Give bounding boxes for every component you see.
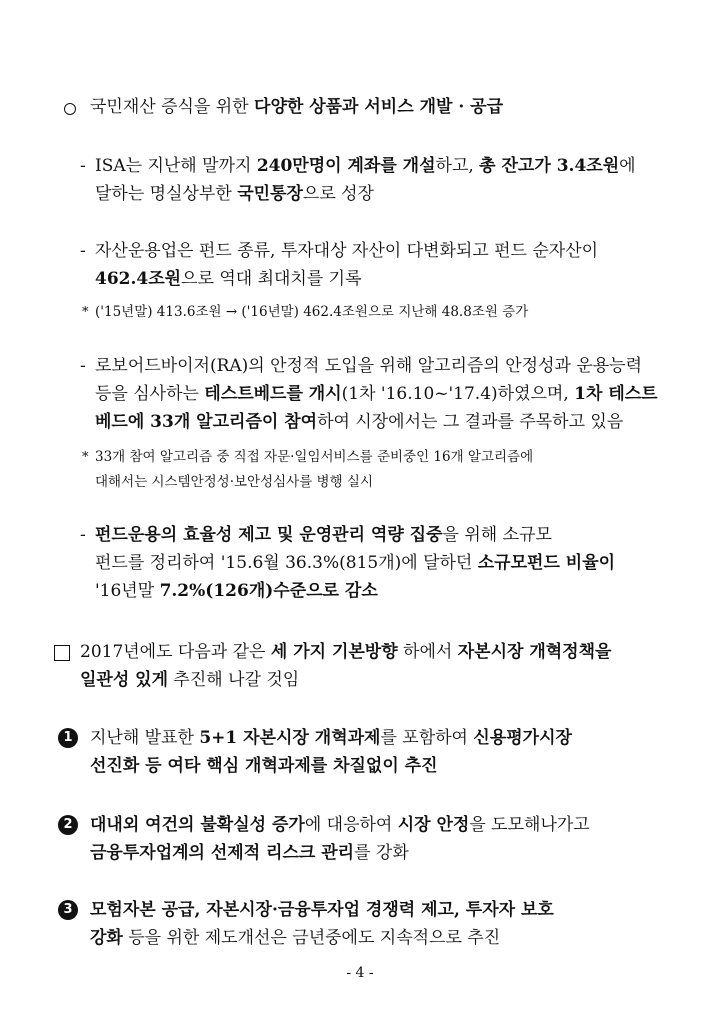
circle-bullet-icon (64, 103, 76, 115)
text-segment: 국민통장 (237, 184, 303, 204)
text-segment: 지난해 발표한 (90, 728, 200, 748)
ra-line-2 (95, 383, 658, 405)
fund-line-2 (95, 552, 615, 574)
item-2-line-2 (90, 842, 409, 864)
isa-line-2 (95, 183, 374, 205)
text-segment: 베드에 33개 알고리즘이 참여 (95, 412, 318, 432)
text-segment: 2017년에도 다음과 같은 (80, 642, 271, 662)
text-segment: 하고, (435, 156, 480, 176)
text-segment: 소규모펀드 비율이 (477, 553, 616, 573)
text-segment: 을 위해 소규모 (442, 525, 552, 545)
item-1-line-2 (90, 755, 438, 777)
fund-line-3 (95, 580, 378, 602)
text-segment: 를 강화 (354, 843, 409, 863)
dash-bullet: - (80, 525, 86, 545)
text-segment: 테스트베드를 개시 (204, 384, 342, 404)
text-segment: ISA는 지난해 말까지 (95, 156, 257, 176)
section2-line-1 (80, 641, 611, 663)
text-segment: 자본시장 개혁정책을 (457, 642, 612, 662)
ra-note-1: 33개 참여 알고리즘 중 직접 자문·일임서비스를 준비중인 16개 알고리즘에 (95, 449, 534, 465)
text-segment: 일관성 있게 (80, 670, 169, 690)
fund-line-1 (95, 524, 552, 546)
text-segment: 에 (619, 156, 636, 176)
section-heading: 국민재산 증식을 위한 다양한 상품과 서비스 개발 · 공급 (90, 97, 504, 117)
text-segment: 을 도모해나가고 (469, 815, 590, 835)
item-1-line-1 (90, 727, 572, 749)
text-segment: 에 대응하여 (304, 815, 398, 835)
asterisk-bullet: * (82, 450, 89, 465)
square-bullet-icon (54, 645, 70, 661)
text-segment: 세 가지 기본방향 (270, 642, 398, 662)
text-segment: 462.4조원 (95, 269, 182, 289)
text-segment: 선진화 등 여타 핵심 개혁과제를 차질없이 추진 (90, 756, 438, 776)
text-segment: 1차 테스트 (574, 384, 658, 404)
page-number: - 4 - (346, 965, 374, 981)
text-segment: 등을 심사하는 (95, 384, 205, 404)
number-2-icon: 2 (58, 815, 78, 835)
text-segment: 추진해 나갈 것임 (168, 670, 300, 690)
isa-line-1 (95, 155, 636, 177)
text-segment: 금융투자업계의 선제적 리스크 관리 (90, 843, 355, 863)
text-segment: (1차 '16.10~'17.4)하였으며, (341, 384, 575, 404)
item-2-line-1 (90, 814, 590, 836)
dash-bullet: - (80, 156, 86, 176)
asset-note: ('15년말) 413.6조원 → ('16년말) 462.4조원으로 지난해 48.8조원 증가 (95, 304, 529, 320)
text-segment: 신용평가시장 (473, 728, 572, 748)
asterisk-bullet: * (82, 305, 89, 320)
text-segment: 등을 위한 제도개선은 금년중에도 지속적으로 추진 (122, 928, 501, 948)
text-segment: 7.2%(126개)수준으로 감소 (159, 581, 378, 601)
text-segment: 시장 안정 (397, 815, 470, 835)
text-segment: '16년말 (95, 581, 160, 601)
text-segment: 펀드를 정리하여 '15.6월 36.3%(815개)에 달하던 (95, 553, 478, 573)
asset-line-2 (95, 268, 362, 290)
text-segment: 으로 성장 (302, 184, 374, 204)
text-segment: 달하는 명실상부한 (95, 184, 238, 204)
ra-note-2: 대해서는 시스템안정성·보안성심사를 병행 실시 (95, 474, 373, 490)
item-3-line-1 (90, 899, 554, 921)
text-segment: 으로 역대 최대치를 기록 (181, 269, 362, 289)
ra-line-3 (95, 411, 623, 433)
text-segment: 하여 시장에서는 그 결과를 주목하고 있음 (317, 412, 624, 432)
number-1-icon: 1 (58, 728, 78, 748)
text-segment: 총 잔고가 3.4조원 (479, 156, 620, 176)
dash-bullet: - (80, 356, 86, 376)
text-segment: 를 포함하여 (380, 728, 474, 748)
text-segment: 모험자본 공급, 자본시장·금융투자업 경쟁력 제고, 투자자 보호 (90, 900, 554, 920)
text-segment: 240만명이 계좌를 개설 (256, 156, 436, 176)
number-3-icon: 3 (58, 900, 78, 920)
dash-bullet: - (80, 241, 86, 261)
text-segment: 대내외 여건의 불확실성 증가 (90, 815, 305, 835)
item-3-line-2 (90, 927, 500, 949)
text-segment: 5+1 자본시장 개혁과제 (199, 728, 381, 748)
section2-line-2 (80, 669, 299, 691)
asset-line-1: 자산운용업은 펀드 종류, 투자대상 자산이 다변화되고 펀드 순자산이 (95, 241, 599, 261)
text-segment: 하에서 (397, 642, 458, 662)
text-segment: 펀드운용의 효율성 제고 및 운영관리 역량 집중 (95, 525, 443, 545)
ra-line-1: 로보어드바이저(RA)의 안정적 도입을 위해 알고리즘의 안정성과 운용능력 (95, 356, 643, 376)
text-segment: 강화 (90, 928, 123, 948)
